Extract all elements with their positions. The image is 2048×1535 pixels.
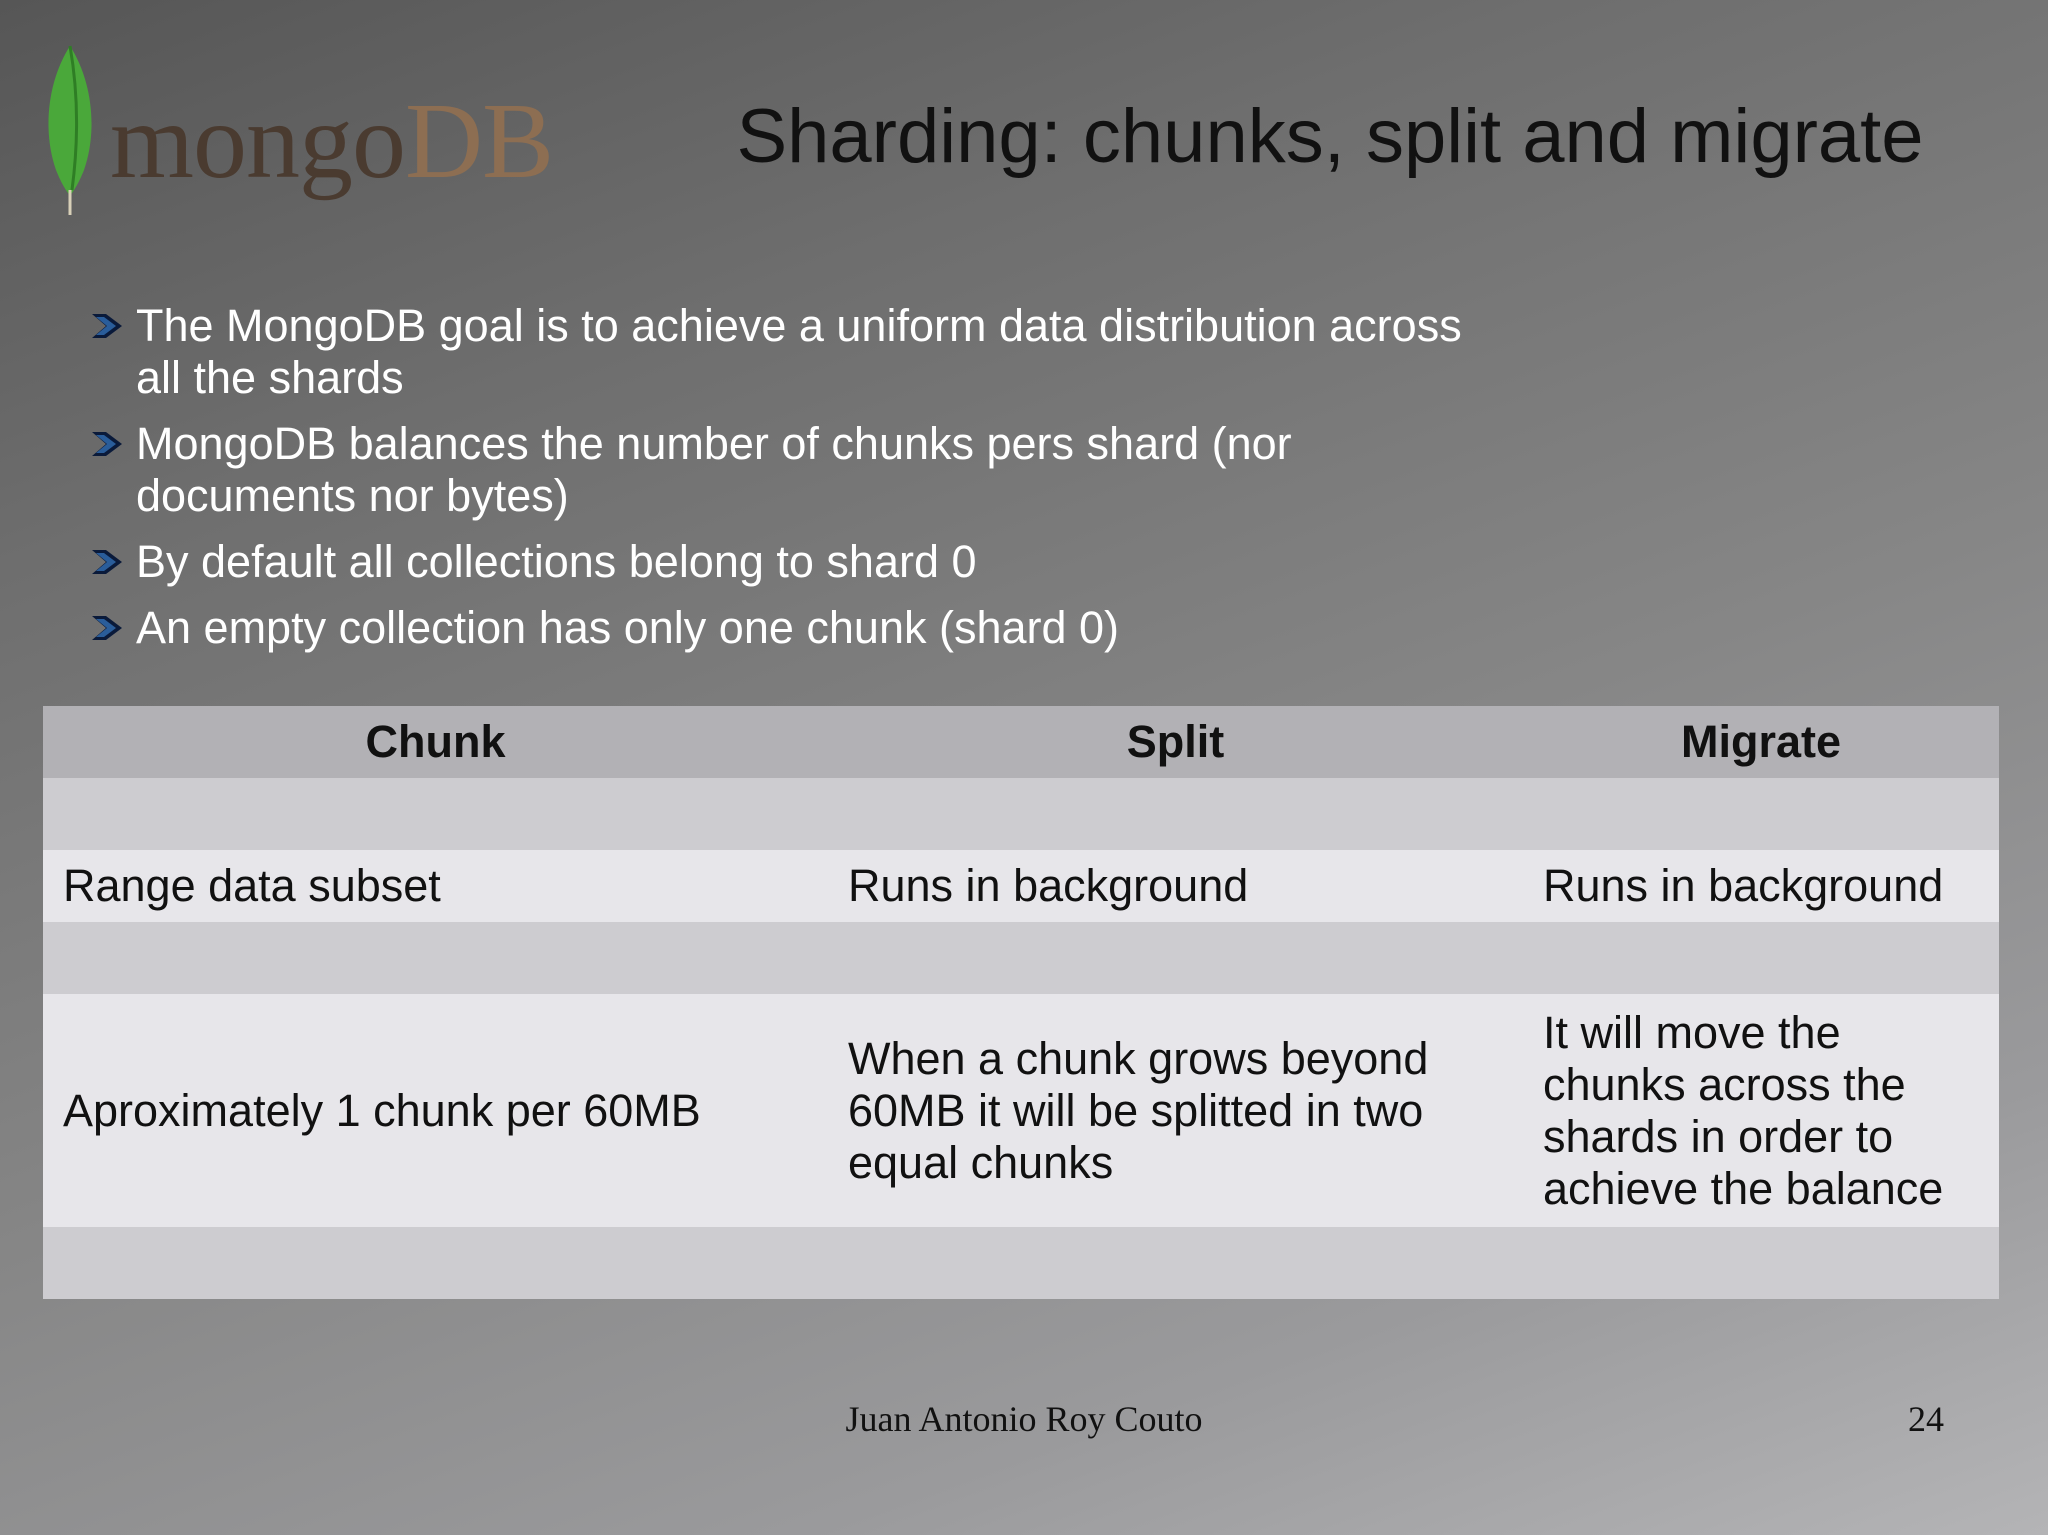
chevron-right-icon: [90, 430, 124, 458]
table-cell: Runs in background: [1523, 850, 1999, 922]
table-row: [43, 994, 1999, 1227]
chevron-right-icon: [90, 614, 124, 642]
table-cell: Aproximately 1 chunk per 60MB: [43, 994, 828, 1227]
bullet-text: MongoDB balances the number of chunks pers shard (nor documents nor bytes): [136, 418, 1292, 521]
table-cell: It will move the chunks across the shards in order to achieve the balance: [1523, 994, 1999, 1227]
logo-word-db: DB: [405, 82, 554, 201]
table-spacer-row: [43, 922, 1999, 994]
header-migrate: Migrate: [1523, 706, 1999, 778]
bullet-item: [90, 418, 1490, 522]
table-spacer-row: [43, 778, 1999, 850]
footer-author: Juan Antonio Roy Couto: [845, 1399, 1203, 1439]
header-split: Split: [828, 706, 1523, 778]
bullet-item: [90, 300, 1490, 404]
bullet-text: By default all collections belong to shard 0: [136, 536, 977, 587]
table-spacer-row: [43, 1227, 1999, 1299]
table-header-row: [43, 706, 1999, 778]
page-number: 24: [1908, 1399, 1944, 1439]
table-row: [43, 850, 1999, 922]
mongodb-leaf-icon: [40, 40, 100, 220]
logo-word-mongo: mongo: [110, 82, 406, 201]
mongodb-logo: [40, 40, 554, 230]
bullet-text: The MongoDB goal is to achieve a uniform data distribution across all the shards: [136, 300, 1462, 403]
table-cell: Runs in background: [828, 850, 1523, 922]
bullet-text: An empty collection has only one chunk (shard 0): [136, 602, 1120, 653]
bullet-list: [90, 300, 1490, 668]
comparison-table: [43, 706, 1999, 1299]
table-cell: When a chunk grows beyond 60MB it will be splitted in two equal chunks: [828, 994, 1523, 1227]
slide-title: Sharding: chunks, split and migrate: [736, 94, 1924, 179]
bullet-item: [90, 536, 1490, 588]
header-chunk: Chunk: [43, 706, 828, 778]
chevron-right-icon: [90, 548, 124, 576]
chevron-right-icon: [90, 312, 124, 340]
table-cell: Range data subset: [43, 850, 828, 922]
logo-wordmark: [110, 82, 554, 201]
bullet-item: [90, 602, 1490, 654]
